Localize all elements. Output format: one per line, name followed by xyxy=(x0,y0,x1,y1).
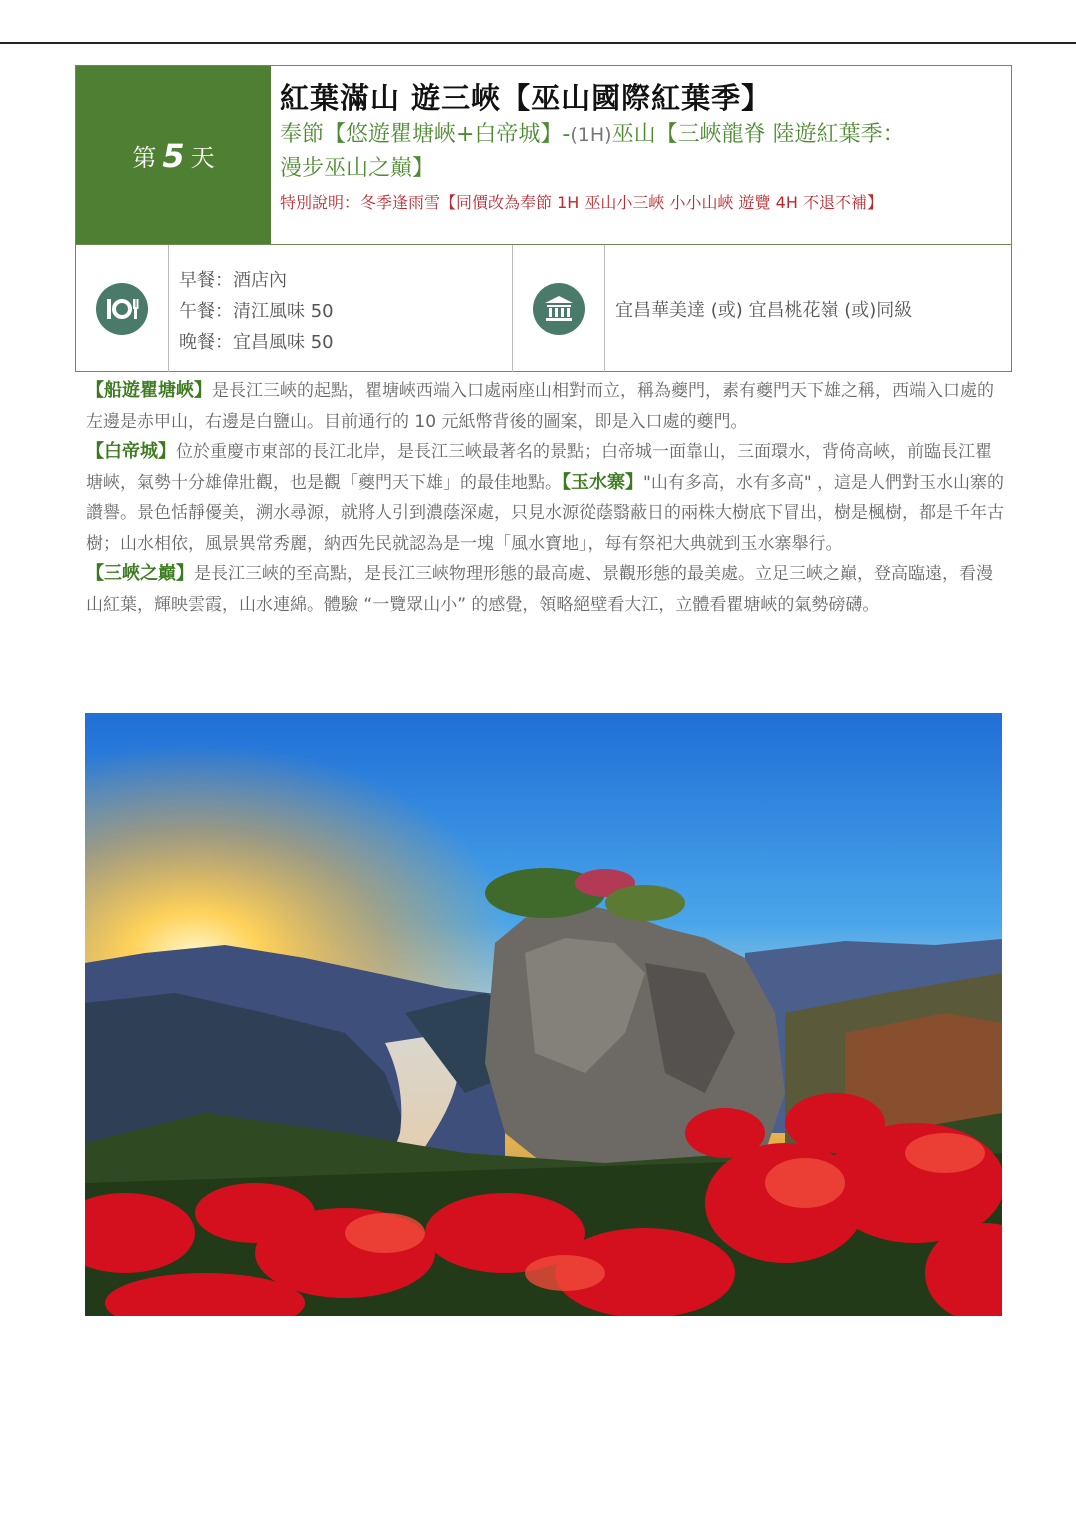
day-prefix: 第 xyxy=(132,144,157,172)
section-body-yushui: "山有多高，水有多高" ，這是人們對玉水山寨的讚譽。景色恬靜優美，溯水尋源，就將人引到濃蔭深處，只見水源從蔭翳蔽日的兩株大樹底下冒出，樹是楓樹，都是千年古樹；山水相依，風景異常秀麗，納西先民就認為是一塊「風水寶地」，每有祭祀大典就到玉水寨舉行。 xyxy=(86,472,1005,554)
hotel-info xyxy=(605,245,1011,372)
breakfast: 早餐：酒店內 xyxy=(179,270,287,291)
section-qutang xyxy=(86,376,1006,437)
description xyxy=(86,376,1006,620)
day-title: 紅葉滿山 遊三峽【巫山國際紅葉季】 xyxy=(280,81,772,115)
day-number: 5 xyxy=(162,136,185,175)
route-part-1: 奉節【悠遊瞿塘峽+白帝城】- xyxy=(280,122,571,147)
day-title-block xyxy=(272,66,1011,245)
hotel-building-icon xyxy=(533,283,585,335)
day-suffix: 天 xyxy=(190,144,215,172)
special-note: 特別說明：冬季逢雨雪【同價改為奉節 1H 巫山小三峽 小小山峽 遊覽 4H 不退不補】 xyxy=(280,193,883,212)
section-body-summit: 是長江三峽的至高點，是長江三峽物理形態的最高處、景觀形態的最美處。立足三峽之巔，登高臨遠，看漫山紅葉，輝映雲霞，山水連綿。體驗 “一覽眾山小” 的感覺，領略絕壁看大江，立體看瞿塘峽的氣勢磅礴。 xyxy=(86,564,993,615)
route-line-2: 漫步巫山之巔】 xyxy=(280,156,435,181)
section-body-baidi: 位於重慶市東部的長江北岸，是長江三峽最著名的景點；白帝城一面靠山，三面環水，背倚高峽，前臨長江瞿塘峽，氣勢十分雄偉壯觀，也是觀「夔門天下雄」的最佳地點。 xyxy=(86,442,992,493)
meal-icon-cell xyxy=(76,245,169,372)
landscape-photo xyxy=(85,713,1002,1316)
route-duration: (1H) xyxy=(570,124,612,146)
section-title-baidi: 【白帝城】 xyxy=(86,441,176,462)
section-title-yushui: 【玉水寨】 xyxy=(562,471,643,493)
hotel-icon-cell xyxy=(514,245,605,372)
day-label xyxy=(76,66,271,245)
section-title-summit: 【三峽之巔】 xyxy=(86,563,194,584)
day-route xyxy=(280,118,1001,186)
lunch: 午餐：清江風味 50 xyxy=(179,301,334,322)
dinner: 晚餐：宜昌風味 50 xyxy=(179,332,334,353)
section-baidi xyxy=(86,437,1006,559)
hotel-text: 宜昌華美達 (或) 宜昌桃花嶺 (或)同級 xyxy=(615,299,913,321)
section-body-qutang: 是長江三峽的起點，瞿塘峽西端入口處兩座山相對而立，稱為夔門，素有夔門天下雄之稱，西端入口處的左邊是赤甲山，右邊是白鹽山。目前通行的 10 元紙幣背後的圖案，即是入口處的夔門。 xyxy=(86,381,994,432)
itinerary-day-table xyxy=(75,65,1012,372)
utensils-icon xyxy=(96,283,148,335)
meals-list xyxy=(169,245,513,372)
route-part-2: 巫山【三峽龍脊 陸遊紅葉季： xyxy=(611,122,905,147)
section-summit xyxy=(86,559,1006,620)
section-title-qutang: 【船遊瞿塘峽】 xyxy=(86,380,212,401)
header-rule xyxy=(0,42,1076,44)
